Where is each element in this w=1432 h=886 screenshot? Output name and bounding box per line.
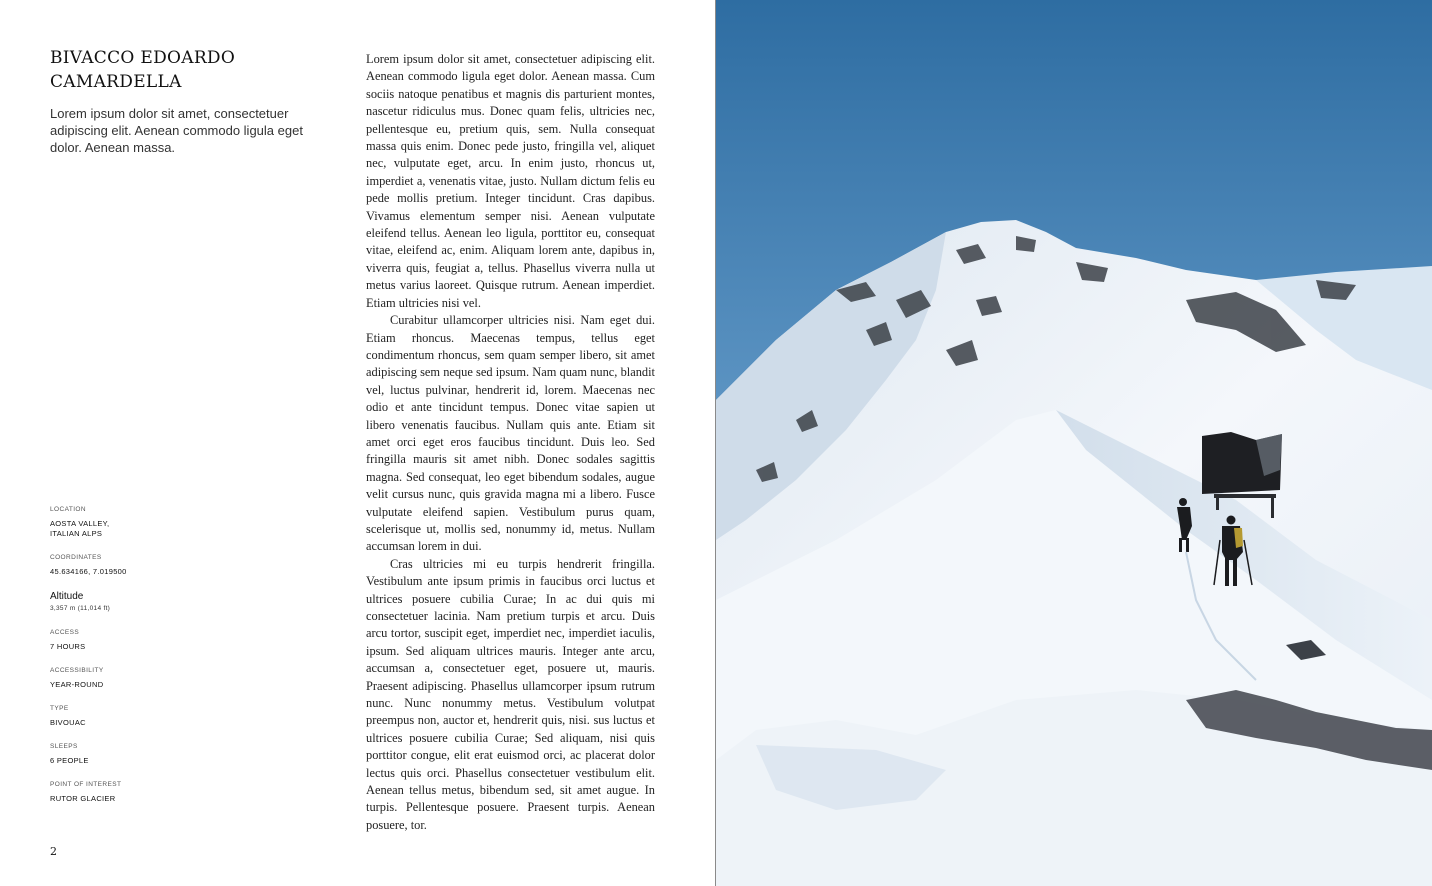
detail-point-of-interest xyxy=(50,780,190,804)
detail-label: ACCESS xyxy=(50,629,80,636)
body-paragraph-2: Curabitur ullamcorper ultricies nisi. Nam eget dui. Etiam rhoncus. Maecenas tempus, tellus eget condimentum rhoncus, sem quam semper libero, sit amet adipiscing sem neque sed ipsum. Nam quam nunc, blandit vel, luctus pulvinar, hendrerit id, lorem. Maecenas nec odio et ante tincidunt tempus. Donec vitae sapien ut libero venenatis faucibus. Nullam quis ante. Etiam sit amet orci eget eros faucibus tincidunt. Duis leo. Sed fringilla mauris sit amet nibh. Donec sodales sagittis magna. Sed consequat, leo eget bibendum sodales, augue velit cursus nunc, quis gravida magna mi a libero. Fusce vulputate eleifend sapien. Vestibulum purus quam, scelerisque ut, mollis sed, nonummy id, metus. Nullam accumsan lorem in dui. xyxy=(366,313,655,554)
detail-value: 6 PEOPLE xyxy=(50,756,89,765)
mountain-photo-illustration xyxy=(716,0,1432,886)
detail-value: BIVOUAC xyxy=(50,718,86,727)
detail-coordinates xyxy=(50,553,190,577)
mountain-photo xyxy=(716,0,1432,886)
location-line-2: ITALIAN ALPS xyxy=(50,529,103,538)
page-number: 2 xyxy=(50,845,57,858)
page-title xyxy=(50,46,310,94)
detail-sleeps xyxy=(50,742,190,766)
intro-paragraph: Lorem ipsum dolor sit amet, consectetuer adipiscing elit. Aenean commodo ligula eget dolor. Aenean massa. xyxy=(50,106,303,155)
detail-label: LOCATION xyxy=(50,506,86,513)
page-title-line-1: BIVACCO EDOARDO xyxy=(50,48,236,68)
location-line-1: AOSTA VALLEY, xyxy=(50,519,110,528)
details-list xyxy=(50,505,190,818)
detail-value: YEAR-ROUND xyxy=(50,680,104,689)
detail-type xyxy=(50,704,190,728)
detail-value: 45.634166, 7.019500 xyxy=(50,567,127,576)
detail-location xyxy=(50,505,190,539)
detail-label: COORDINATES xyxy=(50,554,102,561)
detail-value: 3,357 m (11,014 ft) xyxy=(50,605,111,612)
detail-label: ACCESSIBILITY xyxy=(50,667,104,674)
detail-label: Altitude xyxy=(50,591,84,602)
body-paragraph-1: Lorem ipsum dolor sit amet, consectetuer adipiscing elit. Aenean commodo ligula eget dolor. Aenean massa. Cum sociis natoque penatibus et magnis dis parturient montes, nascetur ridiculus mus. Donec quam felis, ultricies nec, pellentesque eu, pretium quis, sem. Nulla consequat massa quis enim. Donec pede justo, fringilla vel, aliquet nec, vulputate eget, arcu. In enim justo, rhoncus ut, imperdiet a, venenatis vitae, justo. Nullam dictum felis eu pede mollis pretium. Integer tincidunt. Cras dapibus. Vivamus elementum semper nisi. Aenean vulputate eleifend tellus. Aenean leo ligula, porttitor eu, consequat vitae, eleifend ac, enim. Aliquam lorem ante, dapibus in, viverra quis, feugiat a, tellus. Phasellus viverra nulla ut metus varius laoreet. Quisque rutrum. Aenean imperdiet. Etiam ultricies nisi vel. xyxy=(366,52,655,310)
body-text xyxy=(366,51,655,834)
detail-accessibility xyxy=(50,666,190,690)
detail-value: RUTOR GLACIER xyxy=(50,794,116,803)
detail-access xyxy=(50,628,190,652)
detail-label: SLEEPS xyxy=(50,743,78,750)
detail-label: POINT OF INTEREST xyxy=(50,781,122,788)
detail-label: TYPE xyxy=(50,705,69,712)
detail-value: 7 HOURS xyxy=(50,642,86,651)
body-paragraph-3: Cras ultricies mi eu turpis hendrerit fringilla. Vestibulum ante ipsum primis in faucibus orci luctus et ultrices posuere cubilia Curae; In ac dui quis mi consectetuer lacinia. Nam pretium turpis et arcu. Duis arcu tortor, suscipit eget, imperdiet nec, imperdiet iaculis, ipsum. Sed aliquam ultrices mauris. Integer ante arcu, accumsan a, consectetuer eget, posuere ut, mauris. Praesent adipiscing. Phasellus ullamcorper ipsum rutrum nunc. Nunc nonummy metus. Vestibulum volutpat preempus non, auctor et, hendrerit quis, nisi. sus luctus et ultrices posuere cubilia Curae; Sed aliquam, nisi quis porttitor congue, elit erat euismod orci, ac placerat dolor lectus quis orci. Phasellus consectetuer vestibulum elit. Aenean tellus metus, bibendum sed, sit amet augue. In turpis. Pellentesque posuere. Praesent turpis. Aenean posuere, tor. xyxy=(366,556,655,832)
detail-value xyxy=(50,519,190,539)
detail-altitude xyxy=(50,591,190,614)
page-title-line-2: CAMARDELLA xyxy=(50,72,182,92)
